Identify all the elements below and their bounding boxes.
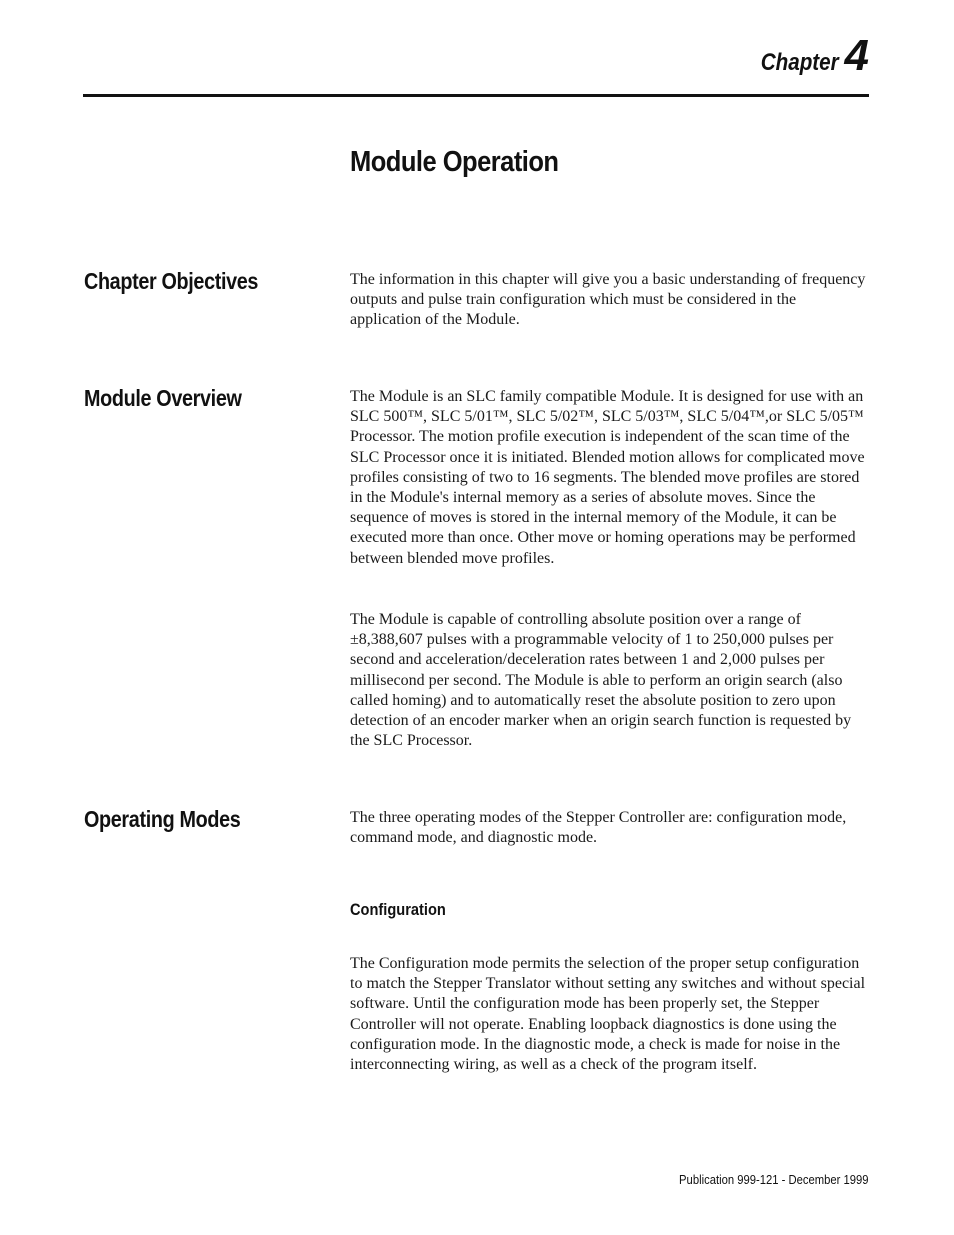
subsection-heading-configuration: Configuration: [350, 900, 446, 919]
chapter-label: Chapter: [760, 49, 839, 76]
page-title: Module Operation: [350, 146, 559, 178]
chapter-header: [748, 31, 869, 80]
modes-paragraph: The three operating modes of the Stepper Controller are: configuration mode, command mode, and diagnostic mode.: [350, 809, 847, 847]
objectives-paragraph: The information in this chapter will give you a basic understanding of frequency outputs and pulse train configuration which must be considered in the application of the Module.: [350, 271, 866, 329]
chapter-number: 4: [844, 31, 869, 80]
section-heading-operating-modes: Operating Modes: [84, 806, 241, 832]
header-rule: [83, 94, 869, 97]
overview-paragraph-2: The Module is capable of controlling absolute position over a range of ±8,388,607 pulses with a programmable velocity of 1 to 250,000 pulses per second and acceleration/deceleration rates between 1 and 2,000 pulses per millisecond per second. The Module is able to perform an origin search (also called homing) and to automatically reset the absolute position to zero upon detection of an encoder marker when an origin search function is requested by the SLC Processor.: [350, 611, 852, 750]
overview-paragraph-1: The Module is an SLC family compatible Module. It is designed for use with an SLC 500™, SLC 5/01™, SLC 5/02™, SLC 5/03™, SLC 5/04™,or SLC 5/05™ Processor. The motion profile execution is independent of the scan time of the SLC Processor once it is initiated. Blended motion allows for complicated move profiles consisting of two to 16 segments. The blended move profiles are stored in the Module's internal memory as a series of absolute moves. Since the sequence of moves is stored in the internal memory of the Module, it can be executed more than once. Other move or homing operations may be performed between blended move profiles.: [350, 388, 865, 567]
publication-footer: Publication 999-121 - December 1999: [679, 1173, 869, 1187]
section-heading-module-overview: Module Overview: [84, 385, 242, 411]
configuration-paragraph: The Configuration mode permits the selection of the proper setup configuration to match the Stepper Translator without setting any switches and without special software. Until the configuration mode has been properly set, the Stepper Controller will not operate. Enabling loopback diagnostics is done using the configuration mode. In the diagnostic mode, a check is made for noise in the interconnecting wiring, as well as a check of the program itself.: [350, 955, 866, 1074]
section-heading-chapter-objectives: Chapter Objectives: [84, 268, 259, 294]
